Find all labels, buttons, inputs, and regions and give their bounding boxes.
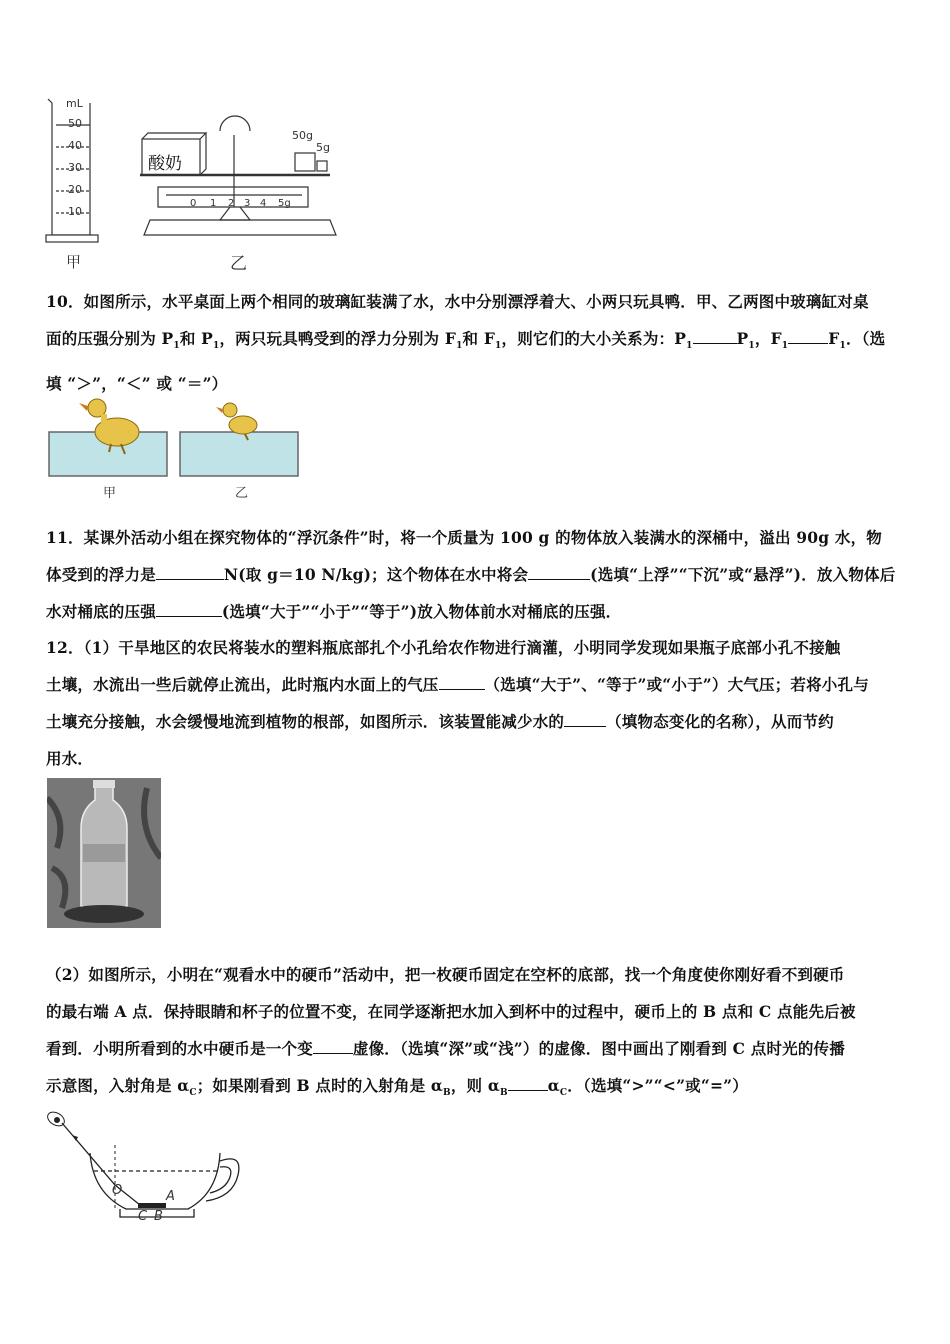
tank-yi-caption: 乙 [235,486,249,501]
q12-p2-text: ，则 α [450,1076,500,1095]
subscript: C [559,1088,568,1099]
q12-text: 土壤充分接触，水会缓慢地流到植物的根部，如图所示．该装置能减少水的 [46,712,565,731]
q12-p2-text: 虚像．（选填“深”或“浅”）的虚像．图中画出了刚看到 C 点时光的传播 [352,1039,845,1058]
figure-cylinder-balance [40,95,340,275]
q10-line-1: 10．如图所示，水平桌面上两个相同的玻璃缸装满了水，水中分别漂浮着大、小两只玩具鸭．甲、乙两图中玻璃缸对桌 [46,292,869,311]
subscript: 1 [212,341,220,352]
q12-p2-line-3 [46,1030,908,1067]
balance-caption: 乙 [230,254,247,274]
answer-blank[interactable] [156,565,224,580]
q10-text: ．（选 [845,329,886,348]
q11-text: (选填“上浮”“下沉”或“悬浮”)．放入物体后 [590,565,896,584]
question-12-part-2 [46,956,908,1112]
subscript: B [499,1088,508,1099]
cylinder-unit: mL [66,97,83,110]
scale-label-3: 3 [244,198,251,209]
q10-text: 面的压强分别为 P [46,329,174,348]
q11-text: N(取 g＝10 N/kg)；这个物体在水中将会 [223,565,529,584]
subscript: C [189,1088,197,1099]
q11-text: (选填“大于”“小于”“等于”)放入物体前水对桶底的压强． [221,602,622,621]
q11-line-3 [46,593,908,630]
q12-line-1: 12．（1）干旱地区的农民将装水的塑料瓶底部扎个小孔给农作物进行滴灌，小明同学发现如果瓶子底部小孔不接触 [46,638,841,657]
q12-text: （选填“大于”、“等于”或“小于”）大气压；若将小孔与 [484,675,869,694]
q10-line-3: 填 “＞”，“＜” 或 “＝”） [46,374,228,394]
cylinder-tick-30: 30 [68,161,82,174]
yogurt-box-label: 酸奶 [148,154,182,174]
q12-p2-text: 示意图，入射角是 α [46,1076,190,1095]
cylinder-tick-40: 40 [68,139,82,152]
answer-blank[interactable] [439,675,485,690]
scale-label-2: 2 [228,198,235,209]
figure-cup-coin [38,1105,248,1225]
question-10 [46,283,908,402]
q11-line-2 [46,556,908,593]
answer-blank[interactable] [313,1039,353,1054]
tank-jia-caption: 甲 [103,486,117,501]
figure-duck-tanks [45,392,310,507]
q12-line-4: 用水． [46,749,94,768]
answer-blank[interactable] [564,712,606,727]
q10-text: F [828,329,840,348]
answer-blank[interactable] [528,565,590,580]
subscript: 1 [686,341,693,352]
scale-label-0: 0 [190,198,197,209]
q12-text: （填物态变化的名称），从而节约 [606,712,834,731]
q12-p2-line-2: 的最右端 A 点．保持眼睛和杯子的位置不变，在同学逐渐把水加入到杯中的过程中，硬币上的 B 点和 C 点能先后被 [46,1002,856,1021]
scale-label-4: 4 [260,198,267,209]
answer-blank[interactable] [156,602,222,617]
label-a: A [166,1189,175,1204]
duck-tanks-illustration [45,392,310,507]
q10-text: 和 P [179,329,213,348]
subscript: 1 [839,341,846,352]
answer-blank[interactable] [508,1076,548,1091]
q10-text: ，两只玩具鸭受到的浮力分别为 F [219,329,457,348]
q12-line-2 [46,666,908,703]
subscript: 1 [456,341,463,352]
cylinder-tick-20: 20 [68,183,82,196]
cup-coin-illustration [38,1105,248,1225]
q12-p2-text: 看到．小明所看到的水中硬币是一个变 [46,1039,313,1058]
q12-p2-text: α [547,1076,560,1095]
subscript: B [443,1088,451,1099]
scale-label-5g: 5g [278,198,291,209]
scale-label-1: 1 [210,198,217,209]
q11-text: 体受到的浮力是 [46,565,156,584]
q10-text: P [736,329,749,348]
answer-blank[interactable] [693,329,737,344]
question-12-part-1 [46,629,908,777]
q12-text: 土壤，水流出一些后就停止流出，此时瓶内水面上的气压 [46,675,439,694]
q11-text: 水对桶底的压强 [46,602,156,621]
subscript: 1 [495,341,502,352]
label-c: C [138,1209,148,1224]
q12-p2-text: ；如果刚看到 B 点时的入射角是 α [196,1076,444,1095]
label-o: O [112,1183,123,1198]
subscript: 1 [173,341,180,352]
answer-blank[interactable] [788,329,828,344]
q12-p2-text: ．（选填“>”“<”或“=”） [567,1076,749,1095]
bottle-photo [47,778,161,928]
q12-p2-line-1: （2）如图所示，小明在“观看水中的硬币”活动中，把一枚硬币固定在空杯的底部，找一个角度使你刚好看不到硬币 [46,965,845,984]
question-11 [46,519,908,630]
q12-line-3 [46,703,908,740]
cylinder-balance-illustration [40,95,340,275]
q10-text: 和 F [462,329,496,348]
cylinder-tick-10: 10 [68,205,82,218]
q10-line-2 [46,320,908,365]
weight-5g-label: 5g [316,141,330,154]
label-b: B [154,1209,163,1224]
q10-text: ，F [754,329,782,348]
tank-yi [180,432,298,476]
q10-text: ，则它们的大小关系为：P [501,329,687,348]
subscript: 1 [748,341,755,352]
cylinder-tick-50: 50 [68,117,82,130]
q11-line-1: 11．某课外活动小组在探究物体的“浮沉条件”时，将一个质量为 100 g 的物体放入装满水的深桶中，溢出 90g 水，物 [46,528,882,547]
subscript: 1 [781,341,789,352]
bottle-illustration [47,778,161,928]
weight-50g-label: 50g [292,129,313,142]
cylinder-caption: 甲 [66,253,82,271]
